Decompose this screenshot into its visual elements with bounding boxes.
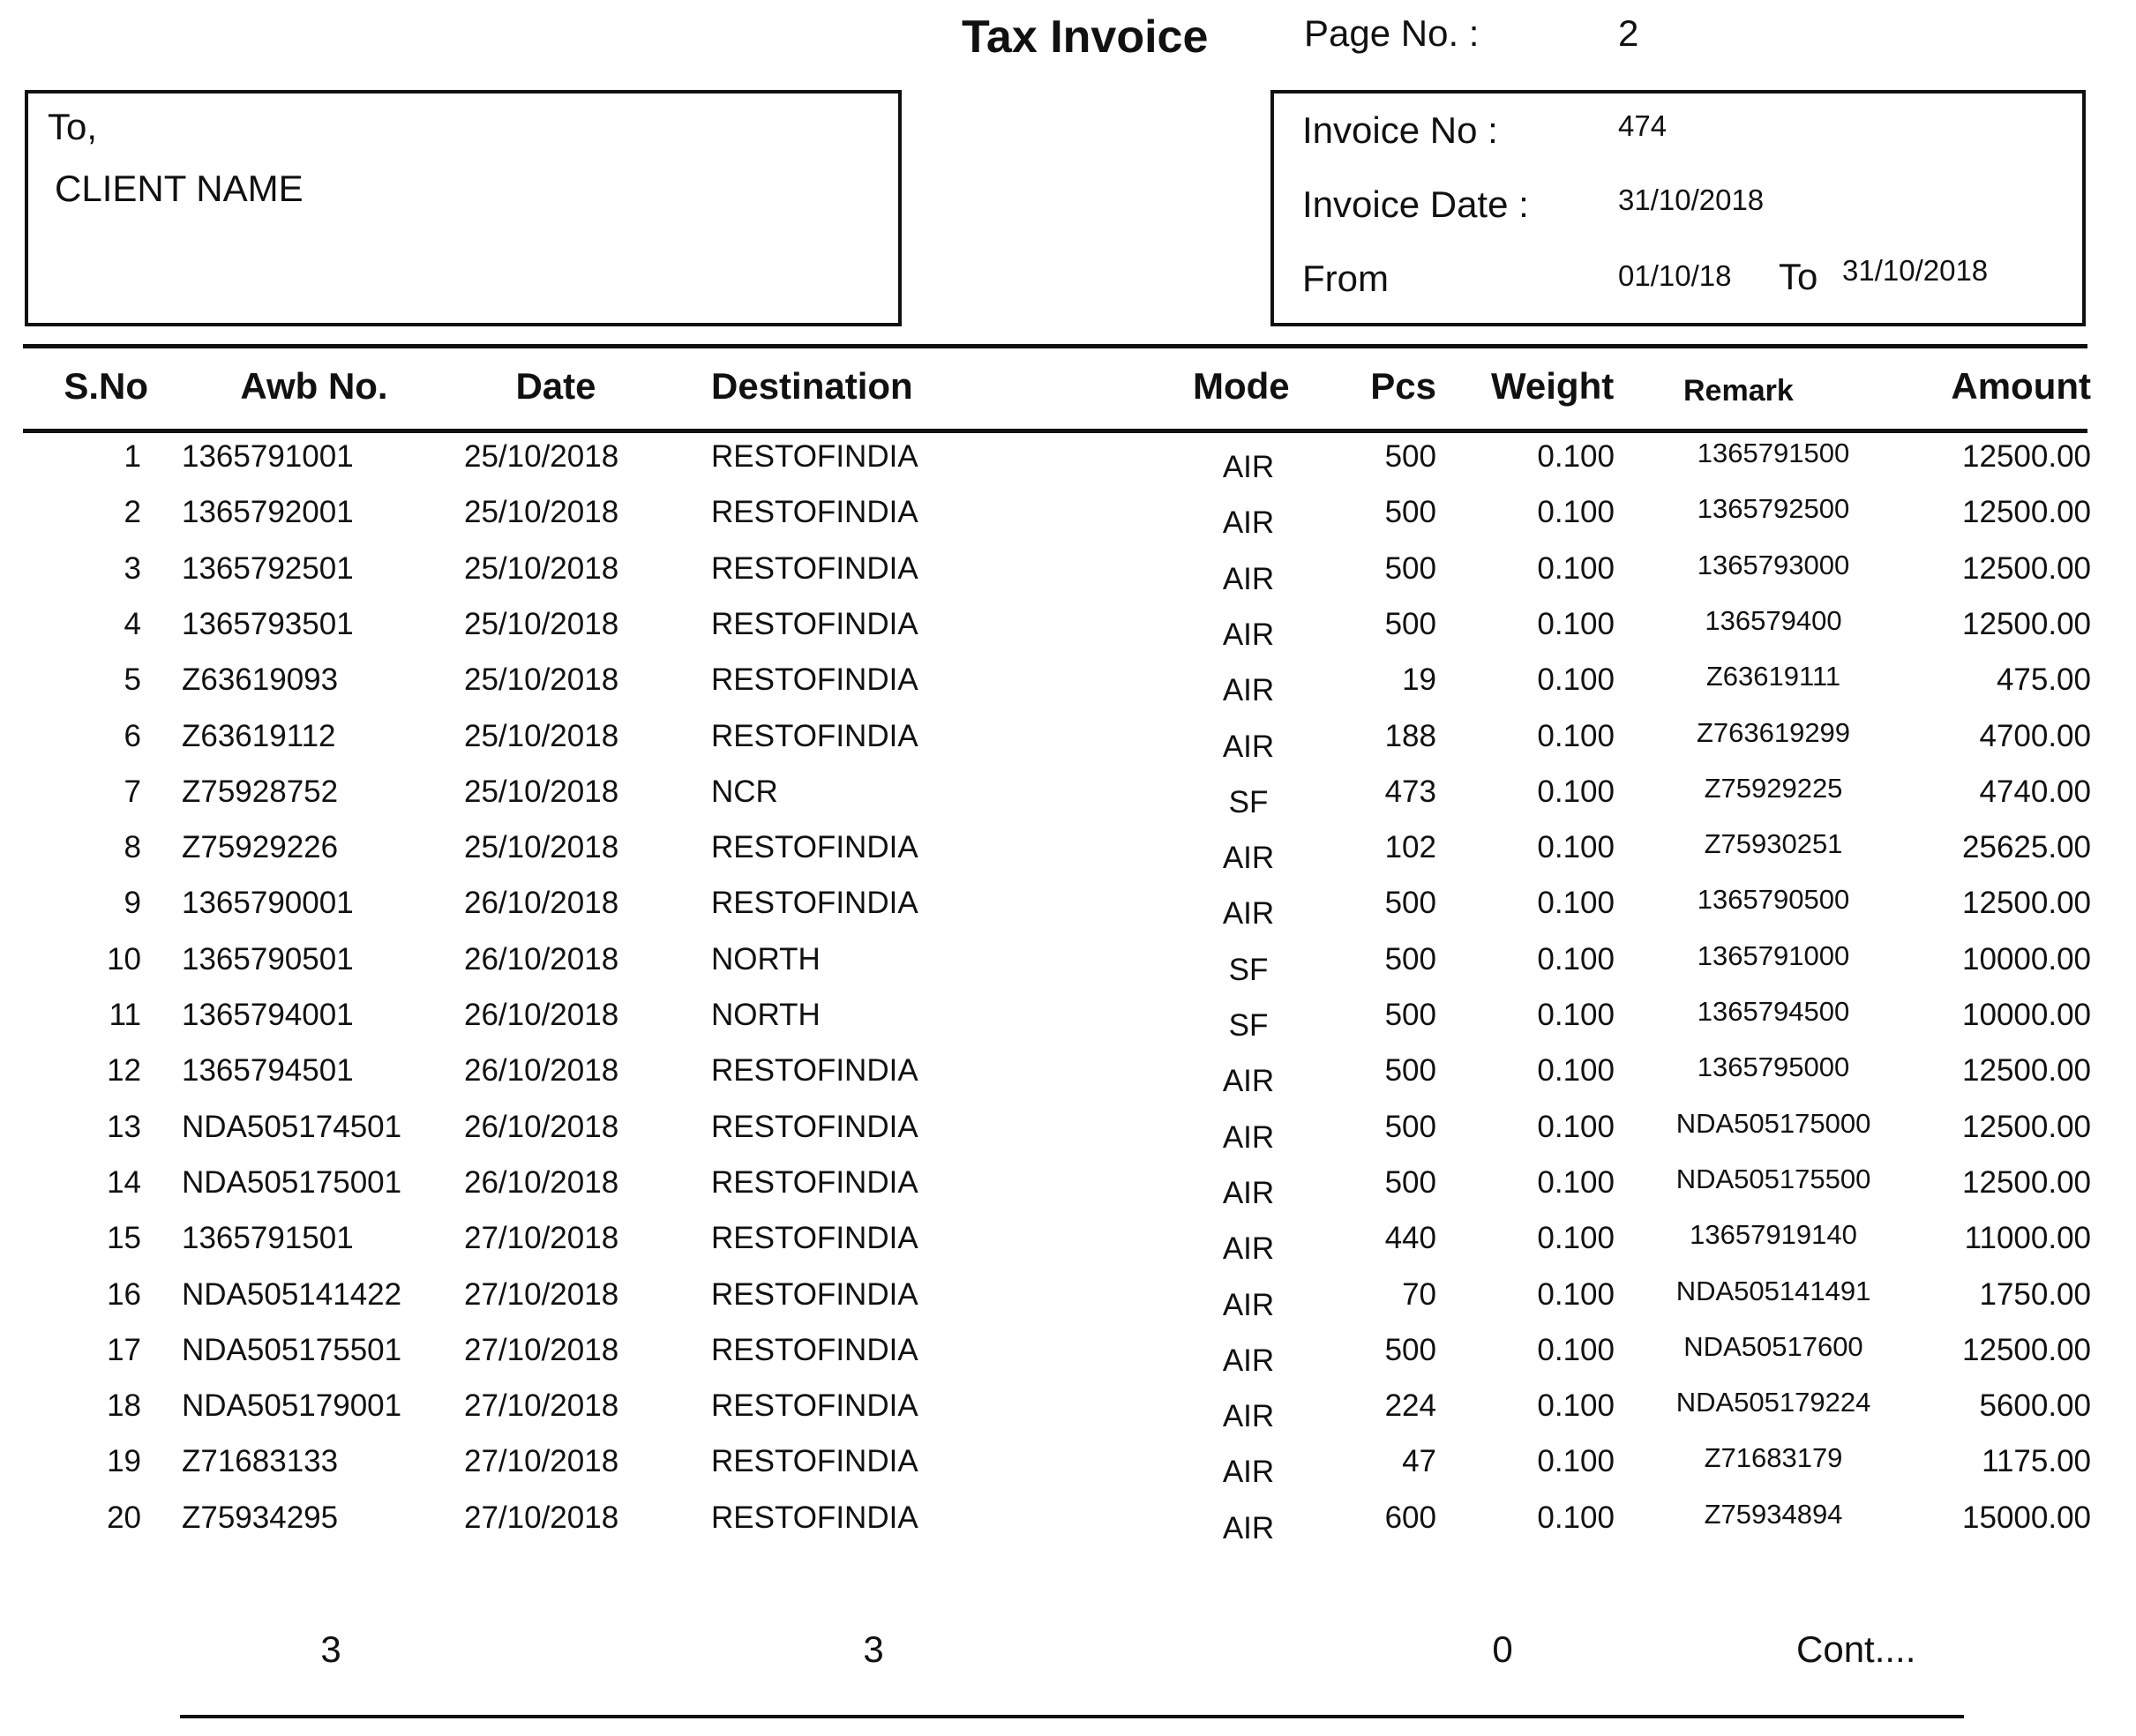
cell-remark: 136579400 [1705, 604, 1842, 636]
cell-sno: 18 [107, 1388, 141, 1424]
cell-pcs: 500 [1384, 1109, 1436, 1144]
cell-date: 26/10/2018 [464, 998, 619, 1032]
cell-awb: NDA505174501 [182, 1109, 402, 1144]
col-header-sno: S.No [64, 365, 148, 407]
period-to-label: To [1779, 256, 1818, 297]
cell-amount: 12500.00 [1962, 1332, 2091, 1367]
cell-weight: 0.100 [1537, 1164, 1615, 1200]
cell-destination: RESTOFINDIA [711, 830, 918, 865]
cell-weight: 0.100 [1537, 1109, 1615, 1144]
cell-mode: AIR [1222, 729, 1275, 764]
cell-remark: NDA50517600 [1683, 1330, 1863, 1362]
cell-pcs: 500 [1384, 941, 1436, 976]
cell-pcs: 600 [1384, 1500, 1436, 1535]
cell-remark: Z63619111 [1705, 661, 1841, 692]
cell-pcs: 500 [1384, 1164, 1436, 1200]
cell-weight: 0.100 [1537, 1500, 1615, 1535]
cell-mode: SF [1228, 952, 1269, 987]
col-header-remark: Remark [1683, 374, 1794, 408]
page-title: Tax Invoice [962, 11, 1209, 63]
cell-awb: 1365791501 [182, 1221, 354, 1256]
cell-awb: 1365791001 [182, 439, 354, 474]
cell-amount: 12500.00 [1962, 1109, 2091, 1144]
cell-weight: 0.100 [1537, 774, 1615, 809]
cell-sno: 14 [107, 1164, 141, 1200]
cell-weight: 0.100 [1537, 886, 1615, 921]
cell-remark: 1365791500 [1697, 438, 1850, 468]
footer-value-3: 0 [1492, 1628, 1513, 1670]
cell-sno: 10 [107, 941, 141, 976]
cell-date: 27/10/2018 [464, 1221, 619, 1256]
cell-date: 25/10/2018 [464, 662, 619, 698]
cell-awb: 1365793501 [182, 606, 354, 641]
cell-destination: RESTOFINDIA [711, 1388, 918, 1424]
cell-amount: 11000.00 [1964, 1221, 2091, 1256]
cell-weight: 0.100 [1537, 606, 1615, 641]
cell-amount: 12500.00 [1962, 550, 2091, 586]
cell-mode: AIR [1222, 1064, 1275, 1099]
cell-sno: 19 [107, 1444, 141, 1479]
cell-sno: 20 [107, 1500, 141, 1535]
cell-awb: NDA505175001 [182, 1164, 402, 1200]
cell-awb: Z75934295 [182, 1500, 339, 1535]
invoice-date-value: 31/10/2018 [1618, 183, 1765, 216]
cell-remark: 1365793000 [1697, 549, 1850, 580]
cell-sno: 6 [124, 718, 141, 753]
cell-awb: Z75928752 [182, 774, 339, 809]
cell-mode: AIR [1222, 505, 1275, 541]
cell-awb: 1365790001 [182, 886, 354, 921]
cell-date: 27/10/2018 [464, 1332, 619, 1367]
cell-pcs: 188 [1384, 718, 1436, 753]
cell-weight: 0.100 [1537, 495, 1615, 530]
footer-rule [180, 1715, 1964, 1718]
cell-awb: Z63619093 [182, 662, 339, 698]
cell-date: 26/10/2018 [464, 886, 619, 921]
cell-destination: RESTOFINDIA [711, 1109, 918, 1144]
cell-amount: 12500.00 [1962, 495, 2091, 530]
cell-sno: 7 [124, 774, 141, 809]
period-to-value: 31/10/2018 [1842, 254, 1989, 287]
cell-pcs: 500 [1384, 550, 1436, 586]
cell-destination: RESTOFINDIA [711, 1053, 918, 1089]
cell-awb: 1365794501 [182, 1053, 354, 1089]
cell-amount: 25625.00 [1962, 830, 2091, 865]
cell-sno: 8 [124, 830, 141, 865]
cell-amount: 5600.00 [1979, 1388, 2091, 1424]
cell-sno: 9 [124, 886, 141, 921]
col-header-awb: Awb No. [240, 365, 388, 407]
cell-sno: 12 [107, 1053, 141, 1089]
cell-date: 25/10/2018 [464, 495, 619, 530]
cell-amount: 1750.00 [1979, 1276, 2091, 1312]
cell-mode: AIR [1222, 617, 1275, 652]
cell-mode: AIR [1222, 450, 1275, 484]
col-header-weight: Weight [1491, 365, 1615, 407]
cell-awb: 1365794001 [182, 998, 354, 1032]
cell-destination: RESTOFINDIA [711, 662, 918, 698]
cell-weight: 0.100 [1537, 1444, 1615, 1479]
cell-destination: NCR [711, 774, 778, 809]
col-header-amount: Amount [1951, 365, 2091, 407]
cell-sno: 16 [107, 1276, 141, 1312]
cell-date: 25/10/2018 [464, 830, 619, 865]
invoice-no-label: Invoice No : [1302, 109, 1498, 151]
cell-mode: SF [1228, 784, 1269, 819]
cell-pcs: 500 [1384, 886, 1436, 921]
cell-pcs: 224 [1384, 1388, 1436, 1424]
cell-date: 25/10/2018 [464, 606, 619, 641]
cell-pcs: 440 [1384, 1221, 1436, 1256]
cell-mode: AIR [1222, 561, 1275, 596]
cell-remark: Z75934894 [1704, 1498, 1843, 1530]
cell-mode: AIR [1222, 841, 1275, 876]
cell-amount: 12500.00 [1962, 439, 2091, 474]
cell-pcs: 102 [1384, 830, 1436, 865]
cell-awb: Z63619112 [182, 718, 336, 753]
footer-continued: Cont.... [1796, 1628, 1916, 1670]
cell-pcs: 500 [1384, 1053, 1436, 1089]
cell-pcs: 500 [1384, 998, 1436, 1032]
cell-awb: NDA505175501 [182, 1332, 402, 1367]
cell-sno: 5 [124, 662, 141, 698]
cell-awb: Z71683133 [182, 1444, 339, 1479]
cell-remark: Z75929225 [1704, 772, 1843, 804]
cell-pcs: 500 [1384, 495, 1436, 530]
cell-destination: RESTOFINDIA [711, 439, 918, 474]
cell-mode: AIR [1222, 1119, 1275, 1155]
cell-amount: 475.00 [1996, 662, 2091, 698]
cell-mode: AIR [1222, 1287, 1275, 1322]
cell-remark: NDA505175000 [1675, 1107, 1871, 1139]
header-bottom-rule [23, 429, 2087, 433]
cell-weight: 0.100 [1537, 1221, 1615, 1256]
cell-weight: 0.100 [1537, 439, 1615, 474]
cell-date: 25/10/2018 [464, 718, 619, 753]
cell-remark: Z71683179 [1704, 1442, 1843, 1474]
cell-weight: 0.100 [1537, 998, 1615, 1032]
cell-sno: 11 [109, 998, 141, 1032]
cell-destination: RESTOFINDIA [711, 1221, 918, 1256]
cell-amount: 12500.00 [1962, 1164, 2091, 1200]
cell-destination: RESTOFINDIA [711, 1332, 918, 1367]
cell-destination: RESTOFINDIA [711, 886, 918, 921]
cell-date: 26/10/2018 [464, 1164, 619, 1200]
cell-remark: 1365792500 [1697, 493, 1850, 525]
cell-pcs: 500 [1384, 439, 1436, 474]
page-number-label: Page No. : [1304, 12, 1480, 54]
cell-weight: 0.100 [1537, 662, 1615, 698]
cell-date: 26/10/2018 [464, 1109, 619, 1144]
cell-sno: 1 [124, 439, 141, 474]
cell-pcs: 70 [1402, 1276, 1436, 1312]
period-from-label: From [1302, 258, 1389, 299]
cell-mode: AIR [1222, 1399, 1275, 1434]
cell-sno: 17 [107, 1332, 141, 1367]
cell-date: 25/10/2018 [464, 774, 619, 809]
cell-date: 27/10/2018 [464, 1388, 619, 1424]
cell-amount: 12500.00 [1962, 606, 2091, 641]
cell-remark: NDA505141491 [1675, 1275, 1871, 1306]
period-from-value: 01/10/18 [1618, 259, 1732, 292]
cell-date: 27/10/2018 [464, 1276, 619, 1312]
col-header-destination: Destination [711, 365, 913, 407]
cell-amount: 1175.00 [1982, 1444, 2091, 1479]
cell-amount: 10000.00 [1962, 941, 2091, 976]
footer-value-1: 3 [320, 1628, 341, 1670]
cell-mode: AIR [1222, 1175, 1275, 1210]
col-header-date: Date [515, 365, 596, 407]
cell-sno: 15 [107, 1221, 141, 1256]
cell-destination: RESTOFINDIA [711, 550, 918, 586]
cell-weight: 0.100 [1537, 1332, 1615, 1367]
col-header-pcs: Pcs [1370, 365, 1436, 407]
cell-mode: AIR [1222, 673, 1275, 708]
cell-destination: RESTOFINDIA [711, 495, 918, 530]
page-number-value: 2 [1618, 12, 1639, 54]
cell-amount: 4700.00 [1979, 718, 2091, 753]
cell-destination: NORTH [711, 998, 821, 1032]
cell-awb: 1365792501 [182, 550, 354, 586]
cell-date: 27/10/2018 [464, 1444, 619, 1479]
cell-pcs: 473 [1384, 774, 1436, 809]
cell-mode: AIR [1222, 896, 1275, 932]
cell-sno: 4 [124, 606, 141, 641]
cell-remark: Z75930251 [1704, 828, 1843, 860]
cell-weight: 0.100 [1537, 550, 1615, 586]
cell-weight: 0.100 [1537, 1276, 1615, 1312]
cell-remark: NDA505179224 [1675, 1387, 1871, 1418]
cell-amount: 10000.00 [1962, 998, 2091, 1032]
cell-destination: NORTH [711, 941, 821, 976]
footer-value-2: 3 [863, 1628, 884, 1670]
cell-date: 26/10/2018 [464, 941, 619, 976]
cell-pcs: 47 [1402, 1444, 1436, 1479]
cell-mode: AIR [1222, 1510, 1275, 1545]
cell-mode: SF [1228, 1008, 1269, 1043]
cell-sno: 3 [124, 550, 141, 586]
invoice-no-value: 474 [1618, 109, 1668, 142]
table-top-rule [23, 344, 2087, 348]
cell-remark: 1365795000 [1697, 1051, 1850, 1083]
cell-weight: 0.100 [1537, 718, 1615, 753]
cell-pcs: 500 [1384, 606, 1436, 641]
cell-destination: RESTOFINDIA [711, 1276, 918, 1312]
cell-pcs: 500 [1384, 1332, 1436, 1367]
cell-remark: 1365791000 [1697, 939, 1850, 971]
cell-mode: AIR [1222, 1231, 1275, 1267]
cell-destination: RESTOFINDIA [711, 1500, 918, 1535]
cell-amount: 4740.00 [1979, 774, 2091, 809]
cell-weight: 0.100 [1537, 830, 1615, 865]
cell-pcs: 19 [1402, 662, 1436, 698]
cell-remark: Z763619299 [1696, 716, 1851, 748]
cell-awb: 1365792001 [182, 495, 354, 530]
cell-destination: RESTOFINDIA [711, 606, 918, 641]
cell-weight: 0.100 [1537, 941, 1615, 976]
cell-mode: AIR [1222, 1343, 1275, 1378]
cell-amount: 12500.00 [1962, 1053, 2091, 1089]
cell-remark: NDA505175500 [1675, 1163, 1871, 1194]
cell-amount: 12500.00 [1962, 886, 2091, 921]
cell-destination: RESTOFINDIA [711, 1164, 918, 1200]
cell-destination: RESTOFINDIA [711, 718, 918, 753]
cell-destination: RESTOFINDIA [711, 1444, 918, 1479]
cell-remark: 13657919140 [1690, 1219, 1857, 1251]
cell-remark: 1365794500 [1697, 996, 1850, 1027]
col-header-mode: Mode [1193, 365, 1290, 407]
cell-weight: 0.100 [1537, 1388, 1615, 1424]
cell-weight: 0.100 [1537, 1053, 1615, 1089]
recipient-label: To, [48, 106, 98, 147]
cell-date: 27/10/2018 [464, 1500, 619, 1535]
cell-awb: NDA505179001 [182, 1388, 402, 1424]
cell-date: 25/10/2018 [464, 439, 619, 474]
cell-awb: Z75929226 [182, 830, 339, 865]
cell-sno: 13 [107, 1109, 141, 1144]
invoice-date-label: Invoice Date : [1302, 183, 1529, 225]
cell-sno: 2 [124, 495, 141, 530]
cell-date: 26/10/2018 [464, 1053, 619, 1089]
client-name: CLIENT NAME [55, 168, 304, 209]
cell-date: 25/10/2018 [464, 550, 619, 586]
cell-mode: AIR [1222, 1455, 1275, 1490]
cell-awb: 1365790501 [182, 941, 354, 976]
cell-awb: NDA505141422 [182, 1276, 402, 1312]
cell-amount: 15000.00 [1962, 1500, 2091, 1535]
cell-remark: 1365790500 [1697, 884, 1850, 916]
